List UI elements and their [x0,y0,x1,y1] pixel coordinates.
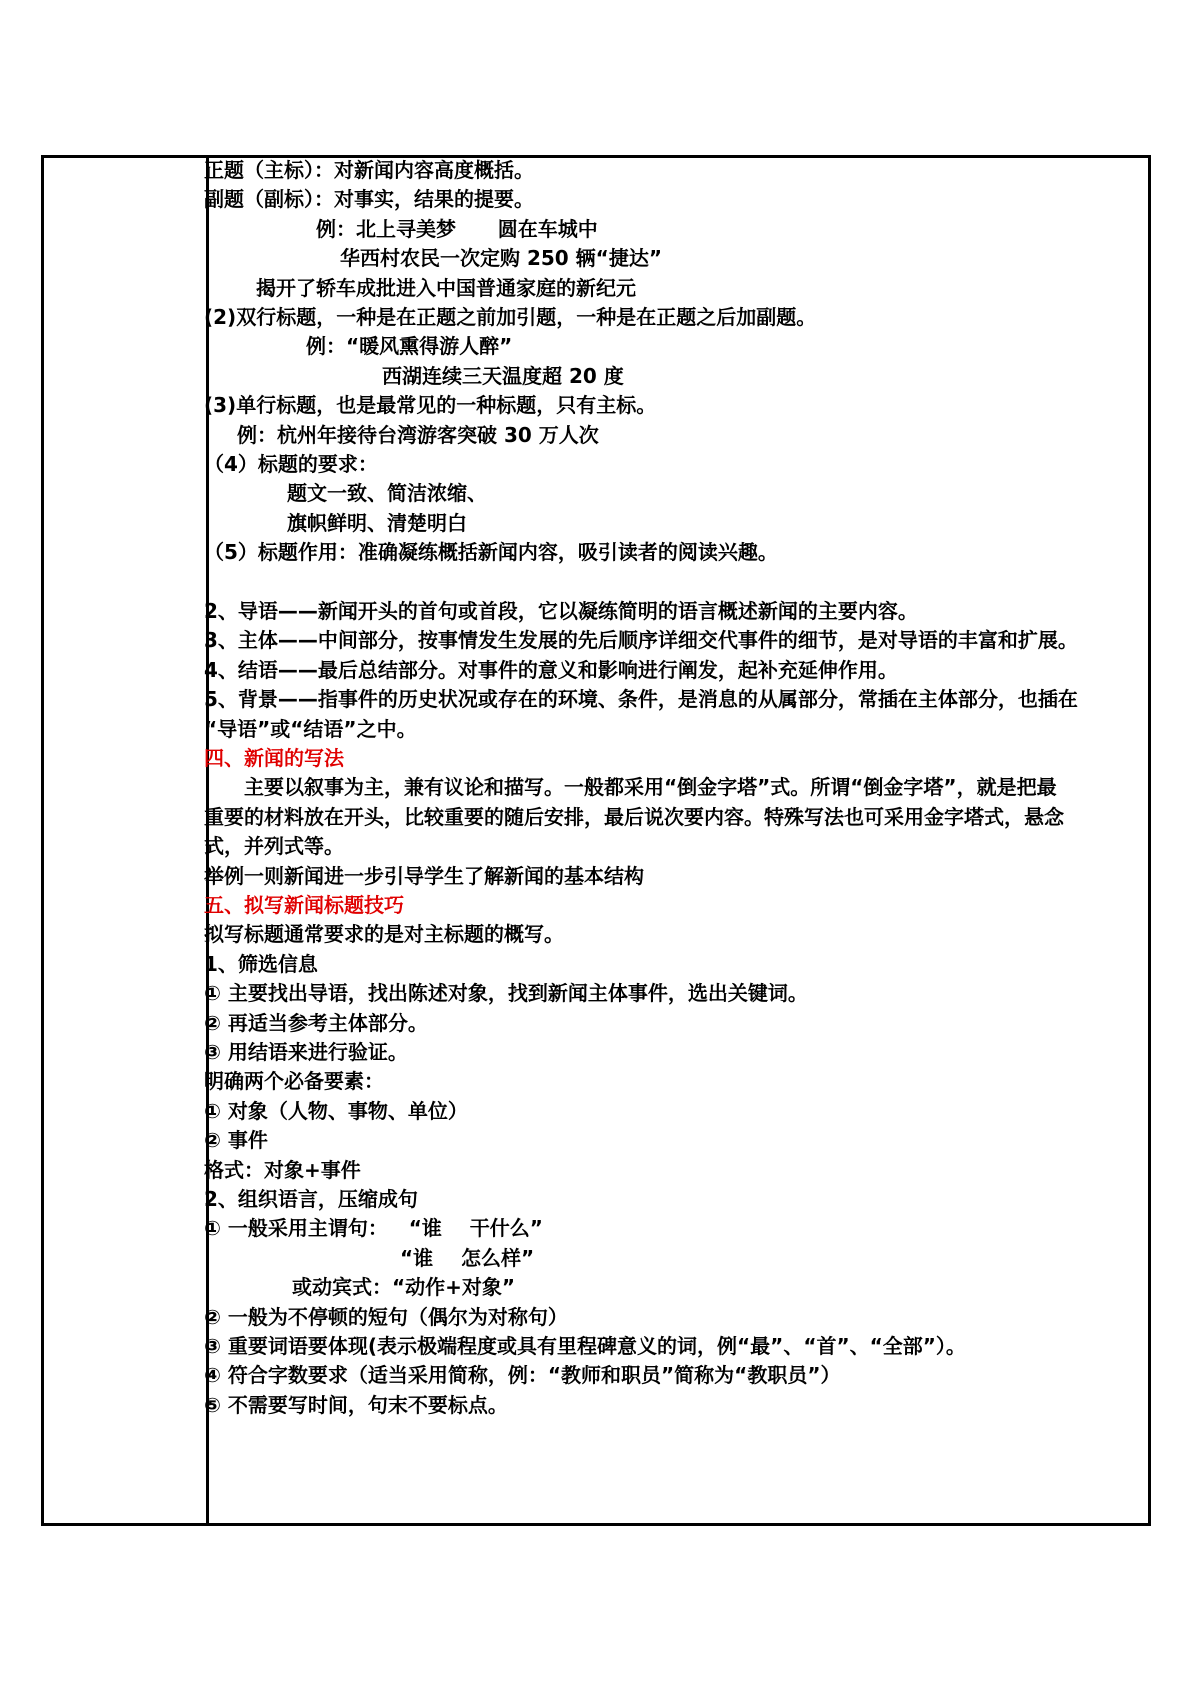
text-line: 西湖连续三天温度超 20 度 [382,363,624,388]
text-line: 华西村农民一次定购 250 辆“捷达” [340,246,662,271]
table-right-border [1148,158,1151,1523]
text-line: (2)双行标题，一种是在正题之前加引题，一种是在正题之后加副题。 [204,305,817,329]
text-line: ① 对象（人物、事物、单位） [204,1098,468,1123]
text-line: 5、背景——指事件的历史状况或存在的环境、条件，是消息的从属部分，常插在主体部分，也插在 [204,687,1078,712]
text-line: ③ 重要词语要体现(表示极端程度或具有里程碑意义的词，例“最”、“首”、“全部”）。 [204,1334,966,1358]
text-line: ③ 用结语来进行验证。 [204,1040,408,1064]
table-left-border [41,158,44,1523]
text-line: 2、导语——新闻开头的首句或首段，它以凝练简明的语言概述新闻的主要内容。 [204,599,918,623]
section-heading: 五、拟写新闻标题技巧 [204,893,404,917]
text-line: 例：北上寻美梦 圆在车城中 [316,216,598,241]
text-line: (3)单行标题，也是最常见的一种标题，只有主标。 [204,393,657,418]
text-line: 1、筛选信息 [204,951,318,976]
text-line: ⑤ 不需要写时间，句末不要标点。 [204,1392,508,1417]
text-line: 旗帜鲜明、清楚明白 [287,510,467,535]
text-line: 副题（副标）：对事实，结果的提要。 [204,187,534,212]
text-line: 举例一则新闻进一步引导学生了解新闻的基本结构 [204,863,644,888]
text-line: （5）标题作用：准确凝练概括新闻内容，吸引读者的阅读兴趣。 [204,540,778,565]
text-line: 拟写标题通常要求的是对主标题的概写。 [204,922,564,947]
text-line: 式，并列式等。 [204,834,344,859]
text-line: “谁 怎么样” [400,1245,535,1270]
section-heading: 四、新闻的写法 [204,746,344,770]
text-line: 4、结语——最后总结部分。对事件的意义和影响进行阐发，起补充延伸作用。 [204,657,898,682]
text-line: 正题（主标）：对新闻内容高度概括。 [204,158,534,182]
text-line: ② 再适当参考主体部分。 [204,1010,428,1035]
text-line: 主要以叙事为主，兼有议论和描写。一般都采用“倒金字塔”式。所谓“倒金字塔”，就是把最 [244,775,1057,800]
text-line: 重要的材料放在开头，比较重要的随后安排，最后说次要内容。特殊写法也可采用金字塔式，悬念 [204,804,1064,829]
text-line: 明确两个必备要素： [204,1069,384,1094]
text-line: ① 主要找出导语，找出陈述对象，找到新闻主体事件，选出关键词。 [204,981,808,1006]
text-line: 2、组织语言，压缩成句 [204,1187,418,1211]
text-line: 3、主体——中间部分，按事情发生发展的先后顺序详细交代事件的细节，是对导语的丰富和扩展。 [204,628,1078,653]
text-line: 或动宾式：“动作+对象” [292,1275,516,1300]
text-line: “导语”或“结语”之中。 [204,716,417,741]
text-line: （4）标题的要求： [204,452,378,476]
text-line: ④ 符合字数要求（适当采用简称，例：“教师和职员”简称为“教职员”） [204,1363,841,1388]
text-line: 题文一致、简洁浓缩、 [287,481,487,506]
text-line: ② 一般为不停顿的短句（偶尔为对称句） [204,1304,568,1329]
text-line: 例：杭州年接待台湾游客突破 30 万人次 [237,422,599,447]
text-line: ② 事件 [204,1128,268,1153]
text-line: 揭开了轿车成批进入中国普通家庭的新纪元 [256,275,636,300]
text-line: 例：“暖风熏得游人醉” [306,334,513,359]
text-line: 格式：对象+事件 [204,1157,361,1182]
text-line: ① 一般采用主谓句： “谁 干什么” [204,1216,543,1241]
